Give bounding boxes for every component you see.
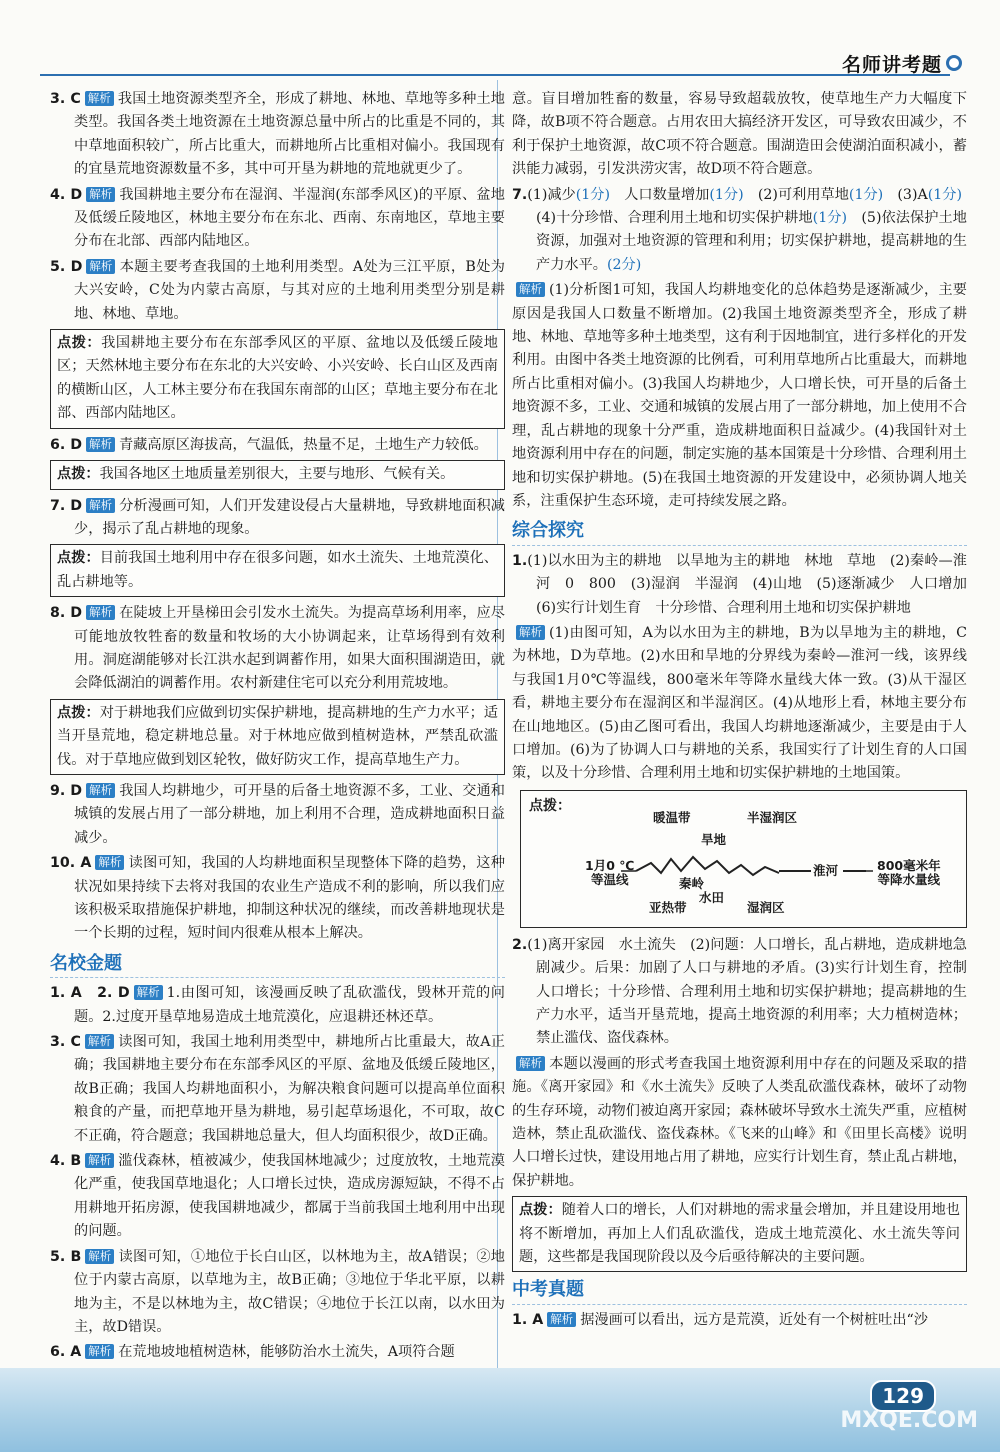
answer-10: 10. A 解析 读图可知，我国的人均耕地面积呈现整体下降的趋势，这种状况如果持续下去将对我国的农业生产造成不利的影响，所以我们应该积极采取措施保护耕地，抑制这种状况的继续，而改善耕地现状是一个长期的过程，短时间内很难从根本上解决。	[50, 855, 505, 942]
answer-5: 5. D 解析 本题主要考查我国的土地利用类型。A处为三江平原，B处为大兴安岭，C处为内蒙古高原，与其对应的土地利用类型分别是耕地、林地、草地。	[50, 258, 505, 322]
page-number: 129	[870, 1380, 936, 1412]
analysis-tag: 解析	[85, 1249, 114, 1264]
score-mark: (1分)	[927, 186, 963, 203]
analysis-tag: 解析	[86, 498, 115, 513]
answer-part: 人口数量增加	[610, 186, 710, 203]
answer-k1: 1. A 解析 据漫画可以看出，远方是荒漠，近处有一个树桩吐出“沙	[512, 1311, 928, 1328]
score-mark: (2分)	[606, 256, 642, 273]
right-column	[512, 88, 982, 1334]
header-dot-icon	[946, 55, 962, 71]
continued-text: 意。盲目增加牲畜的数量，容易导致超载放牧，使草地生产力大幅度下降，故B项不符合题意。占用农田大搞经济开发区，可导致农田减少，不利于保护土地资源，故C项不符合题意。围湖造田会使湖泊面积减小，蓄洪能力减弱，引发洪涝灾害，故D项不符合题意。	[512, 91, 967, 178]
analysis-tag: 解析	[516, 1056, 545, 1071]
analysis-tag: 解析	[86, 605, 115, 620]
section-title-zhtj: 综合探究	[512, 519, 967, 545]
diagram-key: 点拨：	[529, 797, 571, 814]
tip-box: 点拨：我国耕地主要分布在东部季风区的平原、盆地以及低缓丘陵地区；天然林地主要分布在东北的大兴安岭、小兴安岭、长白山区及西南的横断山区，人工林主要分布在我国东南部的山区；草地主要分布在北部、西部内陆地区。	[50, 329, 505, 429]
analysis-tag: 解析	[516, 625, 545, 640]
answer-6: 6. D 解析 青藏高原区海拔高，气温低，热量不足，土地生产力较低。	[50, 436, 488, 453]
tip-box: 点拨：我国各地区土地质量差别很大，主要与地形、气候有关。	[50, 460, 505, 489]
answer-part: (1)减少	[527, 186, 576, 203]
analysis-tag: 解析	[86, 783, 115, 798]
analysis-z1: 解析 (1)由图可知，A为以水田为主的耕地，B为以旱地为主的耕地，C为林地，D为草地。(2)水田和旱地的分界线为秦岭—淮河一线，该界线与我国1月0℃等温线，800毫米年等降水量线大体一致。(3)从干湿区看，耕地主要分布在湿润区和半湿润区。(4)从地形上看，林地主要分布在山地地区。(5)由乙图可看出，我国人均耕地逐渐减少，主要是由于人口增加。(6)为了协调人口与耕地的关系，我国实行了计划生育的人口国策，以及十分珍惜、合理利用土地和切实保护耕地的土地国策。	[512, 624, 967, 782]
answer-7: 7. D 解析 分析漫画可知，人们开发建设侵占大量耕地，导致耕地面积减少，揭示了乱占耕地的现象。	[50, 497, 505, 537]
answer-m1: 1. A 2. D 解析 1.由图可知，该漫画反映了乱砍滥伐，毁林开荒的问题。2.过度开垦草地易造成土地荒漠化，应退耕还林还草。	[50, 985, 505, 1025]
answer-z1: 1.(1)以水田为主的耕地 以旱地为主的耕地 林地 草地 (2)秦岭—淮河 0 800 (3)湿润 半湿润 (4)山地 (5)逐渐减少 人口增加 (6)实行计划生育 十分珍惜、合理利用土地和切实保护耕地	[512, 552, 982, 616]
header-title: 名师讲考题	[841, 54, 942, 76]
answer-part: (2)可利用草地	[743, 186, 849, 203]
header-rule	[40, 74, 950, 76]
answer-4: 4. D 解析 我国耕地主要分布在湿润、半湿润(东部季风区)的平原、盆地及低缓丘陵地区，林地主要分布在东北、西南、东南地区，草地主要分布在北部、西部内陆地区。	[50, 186, 505, 250]
left-column	[50, 88, 505, 1367]
answer-8: 8. D 解析 在陡坡上开垦梯田会引发水土流失。为提高草场利用率，应尽可能地放牧牲畜的数量和牧场的大小协调起来，让草场得到有效利用。洞庭湖能够对长江洪水起到调蓄作用，如果大面积围湖造田，就会降低湖泊的调蓄作用。农村新建住宅可以充分利用荒坡地。	[50, 605, 505, 692]
analysis-tag: 解析	[86, 259, 115, 274]
analysis-tag: 解析	[85, 1344, 114, 1359]
label-banshirunqu: 半湿润区	[747, 809, 798, 825]
label-qinling: 秦岭	[679, 875, 705, 891]
analysis-tag: 解析	[85, 91, 114, 106]
answer-part: (5)依法保护土地资源，加强对土地资源的管理和利用；切实保护耕地，提高耕地的生产力水平。	[536, 210, 967, 273]
answer-9: 9. D 解析 我国人均耕地少，可开垦的后备土地资源不多，工业、交通和城镇的发展占用了一部分耕地，加上利用不合理，造成耕地面积日益减少。	[50, 782, 505, 846]
label-jiangshui: 800毫米年 等降水量线	[877, 857, 941, 887]
answer-m4: 4. B 解析 滥伐森林，植被减少，使我国林地减少；过度放牧，土地荒漠化严重，使我国草地退化；人口增长过快，造成房源短缺，不得不占用耕地开拓房源，使我国耕地减少，都属于当前我国土地利用中出现的问题。	[50, 1153, 505, 1240]
analysis-tag: 解析	[85, 1034, 114, 1049]
analysis-z2: 解析 本题以漫画的形式考查我国土地资源利用中存在的问题及采取的措施。《离开家园》和《水土流失》反映了人类乱砍滥伐森林，破坏了动物的生存环境，动物们被迫离开家园；森林破坏导致水土流失严重，应植树造林，禁止乱砍滥伐、盗伐森林。《飞来的山峰》和《田里长高楼》说明人口增长过快，建设用地占用了耕地，应实行计划生育，禁止乱占耕地，保护耕地。	[512, 1055, 967, 1189]
answer-m6: 6. A 解析 在荒地坡地植树造林，能够防治水土流失，A项符合题	[50, 1344, 455, 1361]
label-nuanwendai: 暖温带	[653, 809, 691, 825]
section-title-mxjt: 名校金题	[50, 952, 505, 978]
answer-z2: 2.(1)离开家园 水土流失 (2)问题：人口增长，乱占耕地，造成耕地急剧减少。后果：加剧了人口与耕地的矛盾。(3)实行计划生育，控制人口增长；十分珍惜、合理利用土地和切实保护耕地；提高耕地的生产力水平，适当开垦荒地，提高土地资源的利用率；大力植树造林；禁止滥伐、盗伐森林。	[512, 936, 967, 1047]
label-huaihe: 淮河	[813, 862, 839, 878]
analysis-r7: 解析 (1)分析图1可知，我国人均耕地变化的总体趋势是逐渐减少，主要原因是我国人口数量不断增加。(2)我国土地资源类型齐全，形成了耕地、林地、草地等多种土地类型，这有利于因地制宜，进行多样化的开发利用。由图中各类土地资源的比例看，可利用草地所占比重最大，而耕地所占比重相对偏小。(3)我国人均耕地少，人口增长快，可开垦的后备土地资源不多，工业、交通和城镇的发展占用了一部分耕地，加上使用不合理，乱占耕地的现象十分严重，造成耕地面积日益减少。(4)我国针对土地资源利用中存在的问题，制定实施的基本国策是十分珍惜、合理利用土地和切实保护耕地。(5)在我国土地资源的开发建设中，必须协调人地关系，注重保护生态环境，走可持续发展之路。	[512, 282, 967, 509]
analysis-tag: 解析	[86, 187, 115, 202]
answer-3: 3. C 解析 我国土地资源类型齐全，形成了耕地、林地、草地等多种土地类型。我国各类土地资源在土地资源总量中所占的比重是不同的，其中草地面积较广，所占比重大，而耕地所占比重相对偏小。我国现有的宜垦荒地资源数量不多，其中可开垦为耕地的荒地就更少了。	[50, 91, 505, 178]
watermark: MXQE.COM	[840, 1408, 978, 1433]
score-mark: (1分)	[709, 186, 744, 203]
label-shuitian: 水田	[699, 889, 725, 905]
score-mark: (1分)	[812, 210, 848, 227]
analysis-tag: 解析	[95, 855, 124, 870]
tip-box: 点拨：随着人口的增长，人们对耕地的需求量会增加，并且建设用地也将不断增加，再加上人们乱砍滥伐，造成土地荒漠化、水土流失等问题，这些都是我国现阶段以及今后亟待解决的主要问题。	[512, 1196, 967, 1272]
analysis-tag: 解析	[85, 1153, 114, 1168]
answer-part: (4)十分珍惜、合理利用土地和切实保护耕地	[536, 186, 977, 227]
score-mark: (1分)	[575, 186, 611, 203]
answer-part: (3)A	[883, 186, 928, 203]
analysis-tag: 解析	[516, 282, 545, 297]
answer-m3: 3. C 解析 读图可知，我国土地利用类型中，耕地所占比重最大，故A正确；我国耕地主要分布在东部季风区的平原、盆地及低缓丘陵地区，故B正确；我国人均耕地面积小，为解决粮食问题可以提高单位面积粮食的产量，而把草地开垦为耕地，易引起草场退化，不可取，故C不正确，符合题意；我国耕地总量大，但人均面积很少，故D正确。	[50, 1034, 505, 1144]
label-wendengxian: 1月0 ℃ 等温线	[585, 857, 635, 887]
section-title-zkzt: 中考真题	[512, 1278, 967, 1304]
analysis-tag: 解析	[547, 1312, 576, 1327]
label-shirunqu: 湿润区	[747, 899, 785, 915]
label-yaredai: 亚热带	[649, 899, 687, 915]
answer-m5: 5. B 解析 读图可知，①地位于长白山区，以林地为主，故A错误；②地位于内蒙古高原，以草地为主，故B正确；③地位于华北平原，以耕地为主，不是以林地为主，故C错误；④地位于长江以南，以水田为主，故D错误。	[50, 1248, 505, 1335]
diagram-box	[520, 790, 967, 928]
answer-r7: 7.(1)减少(1分) 人口数量增加(1分) (2)可利用草地(1分) (3)A(1分) (4)十分珍惜、合理利用土地和切实保护耕地(1分) (5)依法保护土地资源，加强对土地资源的管理和利用；切实保护耕地，提高耕地的生产力水平。(2分)	[512, 186, 977, 273]
score-mark: (1分)	[848, 186, 884, 203]
analysis-tag: 解析	[134, 985, 163, 1000]
tip-box: 点拨：对于耕地我们应做到切实保护耕地，提高耕地的生产力水平；适当开垦荒地，稳定耕地总量。对于林地应做到植树造林，严禁乱砍滥伐。对于草地应做到划区轮牧，做好防灾工作，提高草地生产力。	[50, 699, 505, 775]
tip-box: 点拨：目前我国土地利用中存在很多问题，如水土流失、土地荒漠化、乱占耕地等。	[50, 544, 505, 597]
label-handi: 旱地	[701, 831, 727, 847]
analysis-tag: 解析	[86, 437, 115, 452]
